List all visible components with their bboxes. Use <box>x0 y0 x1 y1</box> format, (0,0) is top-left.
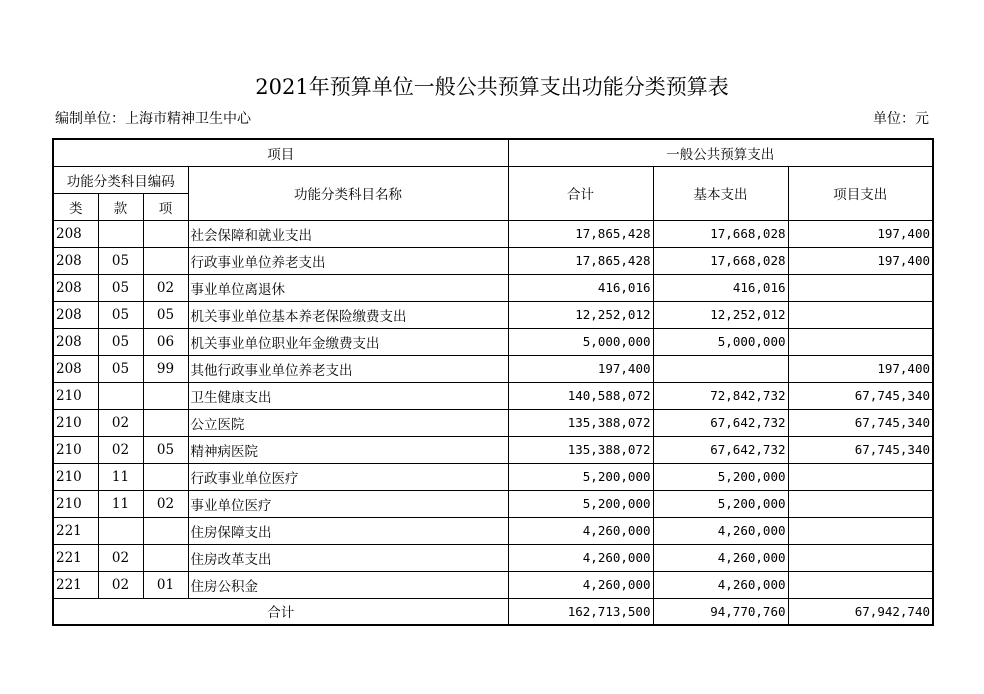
cell-basic: 5,200,000 <box>653 490 788 517</box>
cell-name: 住房保障支出 <box>188 517 508 544</box>
cell-basic: 4,260,000 <box>653 517 788 544</box>
cell-name: 社会保障和就业支出 <box>188 220 508 247</box>
cell-name: 行政事业单位医疗 <box>188 463 508 490</box>
table-row <box>53 490 933 517</box>
total-sum: 162,713,500 <box>508 598 653 625</box>
cell-total: 5,200,000 <box>508 463 653 490</box>
cell-kuan: 11 <box>98 490 143 517</box>
cell-lei: 221 <box>53 517 98 544</box>
table-row <box>53 571 933 598</box>
cell-lei: 208 <box>53 247 98 274</box>
cell-project: 67,745,340 <box>788 436 933 463</box>
cell-project <box>788 301 933 328</box>
cell-xiang: 99 <box>143 355 188 382</box>
cell-basic: 67,642,732 <box>653 436 788 463</box>
cell-xiang: 05 <box>143 301 188 328</box>
cell-lei: 210 <box>53 382 98 409</box>
cell-total: 5,200,000 <box>508 490 653 517</box>
table-row <box>53 274 933 301</box>
cell-kuan: 05 <box>98 328 143 355</box>
total-basic: 94,770,760 <box>653 598 788 625</box>
cell-project: 67,745,340 <box>788 409 933 436</box>
cell-lei: 208 <box>53 274 98 301</box>
cell-project <box>788 328 933 355</box>
cell-name: 住房公积金 <box>188 571 508 598</box>
cell-name: 事业单位离退休 <box>188 274 508 301</box>
cell-kuan: 05 <box>98 301 143 328</box>
cell-total: 17,865,428 <box>508 247 653 274</box>
total-project: 67,942,740 <box>788 598 933 625</box>
table-row <box>53 517 933 544</box>
cell-kuan <box>98 382 143 409</box>
cell-kuan: 02 <box>98 409 143 436</box>
cell-total: 4,260,000 <box>508 517 653 544</box>
cell-total: 416,016 <box>508 274 653 301</box>
cell-kuan: 05 <box>98 274 143 301</box>
cell-basic: 5,000,000 <box>653 328 788 355</box>
cell-kuan <box>98 220 143 247</box>
cell-total: 4,260,000 <box>508 571 653 598</box>
header-total: 合计 <box>508 166 653 220</box>
cell-basic: 12,252,012 <box>653 301 788 328</box>
cell-project <box>788 274 933 301</box>
cell-basic: 72,842,732 <box>653 382 788 409</box>
cell-lei: 210 <box>53 436 98 463</box>
header-item: 项目 <box>53 139 508 166</box>
cell-project <box>788 544 933 571</box>
table-row <box>53 409 933 436</box>
table-row <box>53 544 933 571</box>
header-xiang: 项 <box>143 193 188 220</box>
page-title: 2021年预算单位一般公共预算支出功能分类预算表 <box>255 75 729 99</box>
cell-lei: 208 <box>53 220 98 247</box>
cell-lei: 221 <box>53 544 98 571</box>
cell-total: 12,252,012 <box>508 301 653 328</box>
budget-table <box>52 138 934 626</box>
cell-lei: 208 <box>53 355 98 382</box>
cell-name: 其他行政事业单位养老支出 <box>188 355 508 382</box>
cell-kuan: 05 <box>98 247 143 274</box>
cell-name: 精神病医院 <box>188 436 508 463</box>
table-row <box>53 220 933 247</box>
header-kuan: 款 <box>98 193 143 220</box>
cell-name: 行政事业单位养老支出 <box>188 247 508 274</box>
table-body <box>53 220 933 598</box>
cell-total: 5,000,000 <box>508 328 653 355</box>
cell-name: 公立医院 <box>188 409 508 436</box>
cell-lei: 208 <box>53 328 98 355</box>
cell-project <box>788 463 933 490</box>
cell-name: 住房改革支出 <box>188 544 508 571</box>
cell-basic: 5,200,000 <box>653 463 788 490</box>
table-row <box>53 436 933 463</box>
cell-kuan: 02 <box>98 436 143 463</box>
table-row <box>53 328 933 355</box>
cell-lei: 221 <box>53 571 98 598</box>
cell-name: 机关事业单位基本养老保险缴费支出 <box>188 301 508 328</box>
cell-kuan: 11 <box>98 463 143 490</box>
cell-kuan <box>98 517 143 544</box>
cell-lei: 210 <box>53 490 98 517</box>
cell-total: 135,388,072 <box>508 436 653 463</box>
cell-lei: 210 <box>53 409 98 436</box>
cell-basic: 416,016 <box>653 274 788 301</box>
cell-xiang <box>143 544 188 571</box>
currency-unit: 单位：元 <box>873 111 929 127</box>
cell-project: 197,400 <box>788 247 933 274</box>
cell-project: 67,745,340 <box>788 382 933 409</box>
cell-lei: 210 <box>53 463 98 490</box>
cell-xiang <box>143 382 188 409</box>
cell-xiang: 05 <box>143 436 188 463</box>
cell-basic: 17,668,028 <box>653 247 788 274</box>
cell-name: 机关事业单位职业年金缴费支出 <box>188 328 508 355</box>
cell-kuan: 05 <box>98 355 143 382</box>
cell-basic: 17,668,028 <box>653 220 788 247</box>
table-row <box>53 463 933 490</box>
cell-xiang: 02 <box>143 274 188 301</box>
table-row <box>53 247 933 274</box>
cell-xiang <box>143 409 188 436</box>
cell-xiang <box>143 517 188 544</box>
cell-name: 卫生健康支出 <box>188 382 508 409</box>
cell-project: 197,400 <box>788 355 933 382</box>
compiling-unit: 编制单位：上海市精神卫生中心 <box>55 111 251 127</box>
cell-total: 197,400 <box>508 355 653 382</box>
cell-basic: 4,260,000 <box>653 544 788 571</box>
table-row <box>53 301 933 328</box>
cell-kuan: 02 <box>98 544 143 571</box>
cell-xiang: 02 <box>143 490 188 517</box>
total-row <box>53 598 933 625</box>
cell-basic: 67,642,732 <box>653 409 788 436</box>
cell-basic: 4,260,000 <box>653 571 788 598</box>
cell-kuan: 02 <box>98 571 143 598</box>
cell-xiang <box>143 247 188 274</box>
cell-project <box>788 571 933 598</box>
cell-project <box>788 517 933 544</box>
table-row <box>53 355 933 382</box>
header-general-budget: 一般公共预算支出 <box>508 139 933 166</box>
header-lei: 类 <box>53 193 98 220</box>
cell-total: 140,588,072 <box>508 382 653 409</box>
header-basic: 基本支出 <box>653 166 788 220</box>
total-label: 合计 <box>53 598 508 625</box>
cell-total: 4,260,000 <box>508 544 653 571</box>
cell-xiang: 06 <box>143 328 188 355</box>
cell-total: 17,865,428 <box>508 220 653 247</box>
header-func-name: 功能分类科目名称 <box>188 166 508 220</box>
table-row <box>53 382 933 409</box>
cell-project <box>788 490 933 517</box>
cell-lei: 208 <box>53 301 98 328</box>
cell-xiang <box>143 220 188 247</box>
cell-project: 197,400 <box>788 220 933 247</box>
cell-xiang <box>143 463 188 490</box>
cell-xiang: 01 <box>143 571 188 598</box>
cell-total: 135,388,072 <box>508 409 653 436</box>
header-func-code: 功能分类科目编码 <box>53 166 188 193</box>
cell-basic <box>653 355 788 382</box>
cell-name: 事业单位医疗 <box>188 490 508 517</box>
header-project: 项目支出 <box>788 166 933 220</box>
